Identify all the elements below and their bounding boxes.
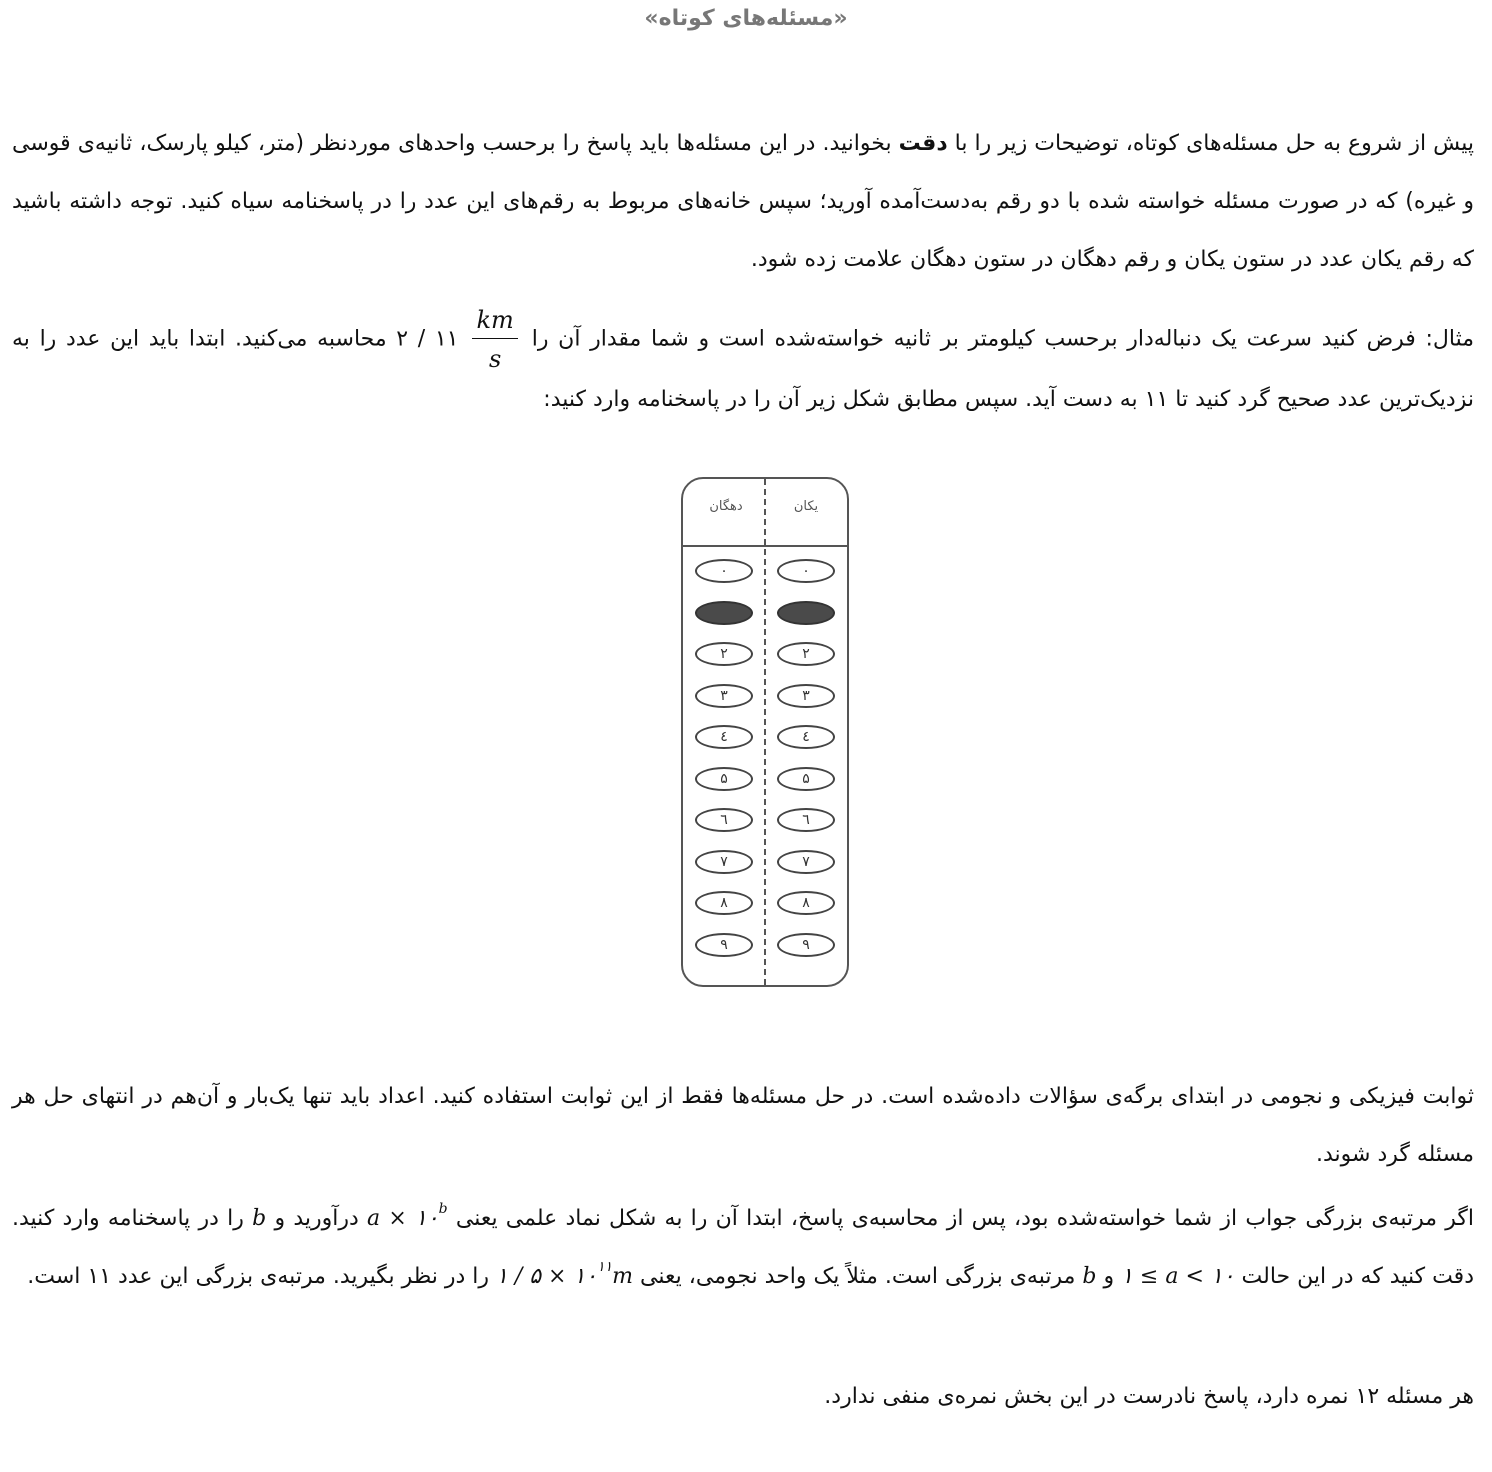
au-value-exponent: ۱۱: [597, 1259, 613, 1275]
bubble-tens-2: ۲: [695, 642, 753, 666]
oom-text-5: مرتبه‌ی بزرگی است. مثلاً یک واحد نجومی، یعنی: [640, 1264, 1076, 1289]
oom-text-2: درآورید و: [274, 1206, 359, 1231]
page-title: «مسئله‌های کوتاه»: [644, 6, 848, 31]
oom-text-4: و: [1103, 1264, 1115, 1289]
au-value-base: ۱ / ۵ × ۱۰: [496, 1264, 598, 1289]
bubble-ones-4: ٤: [777, 725, 835, 749]
au-value-math: [496, 1259, 634, 1289]
bubble-ones-9: ۹: [777, 933, 835, 957]
instructions-bold-word: دقت: [898, 131, 948, 156]
bubble-tens-6: ٦: [695, 808, 753, 832]
bubble-ones-7: ۷: [777, 850, 835, 874]
example-text-2: ۱۱ / ۲ محاسبه می‌کنید. ابتدا باید این عدد را به نزدیک‌ترین عدد صحیح گرد کنید تا ۱۱ به دست آید. سپس مطابق شکل زیر آن را در پاسخنامه وارد کنید:: [12, 326, 1474, 412]
fraction-denominator: s: [488, 345, 502, 373]
constants-paragraph: ثوابت فیزیکی و نجومی در ابتدای برگه‌ی سؤالات داده‌شده است. در حل مسئله‌ها فقط از این ثوابت استفاده کنید. اعداد باید تنها یک‌بار و آن‌هم در انتهای حل هر مسئله گرد شوند.: [12, 1084, 1474, 1167]
bubble-tens-3: ۳: [695, 684, 753, 708]
bubble-tens-8: ۸: [695, 891, 753, 915]
bubble-ones-1: [777, 601, 835, 625]
oom-text-6: را در نظر بگیرید. مرتبه‌ی بزرگی این عدد ۱۱ است.: [27, 1264, 490, 1289]
bubble-tens-1: [695, 601, 753, 625]
example-text-1: مثال: فرض کنید سرعت یک دنباله‌دار برحسب کیلومتر بر ثانیه خواسته‌شده است و شما مقدار آن را: [531, 326, 1474, 352]
exponent-symbol-2: b: [1082, 1264, 1097, 1289]
bubble-ones-2: ۲: [777, 642, 835, 666]
answer-sheet-figure: [681, 477, 849, 987]
oom-text-3: را در پاسخنامه وارد کنید. دقت کنید که در این حالت: [12, 1206, 1474, 1289]
bubble-tens-4: ٤: [695, 725, 753, 749]
bubble-ones-8: ۸: [777, 891, 835, 915]
instructions-text-2: بخوانید. در این مسئله‌ها باید پاسخ را برحسب واحدهای موردنظر (متر، کیلو پارسک، ثانیه‌ی قوسی و غیره) که در صورت مسئله خواسته شده با دو رقم به‌دست‌آمده آورید؛ سپس خانه‌های مربوط به رقم‌های این عدد را در پاسخنامه سیاه کنید. توجه داشته باشید که رقم یکان عدد در ستون یکان و رقم دهگان در ستون دهگان علامت زده شود.: [12, 131, 1474, 272]
sci-notation-base: a × ۱۰: [367, 1206, 439, 1231]
bubble-ones-5: ۵: [777, 767, 835, 791]
instructions-text-1: پیش از شروع به حل مسئله‌های کوتاه، توضیحات زیر را با: [947, 131, 1474, 156]
column-divider: [764, 479, 766, 985]
ones-column-label: یکان: [793, 499, 819, 514]
bubble-tens-5: ۵: [695, 767, 753, 791]
unit-fraction: [472, 308, 517, 371]
sci-notation-math: [367, 1201, 448, 1231]
bubble-tens-9: ۹: [695, 933, 753, 957]
instructions-paragraph: [12, 115, 1474, 289]
oom-text-1: اگر مرتبه‌ی بزرگی جواب از شما خواسته‌شده بود، پس از محاسبه‌ی پاسخ، ابتدا آن را به شکل نماد علمی یعنی: [455, 1206, 1474, 1231]
scoring-paragraph: هر مسئله ۱۲ نمره دارد، پاسخ نادرست در این بخش نمره‌ی منفی ندارد.: [824, 1384, 1474, 1409]
bubble-tens-0: ۰: [695, 559, 753, 583]
order-of-magnitude-paragraph: [12, 1190, 1474, 1306]
bubble-ones-6: ٦: [777, 808, 835, 832]
fraction-numerator: km: [472, 308, 517, 339]
bubble-ones-0: ۰: [777, 559, 835, 583]
bubble-ones-3: ۳: [777, 684, 835, 708]
exponent-symbol: b: [252, 1206, 267, 1231]
au-value-unit: m: [612, 1264, 634, 1289]
mantissa-range: ۱ ≤ a < ۱۰: [1121, 1264, 1235, 1289]
example-paragraph: [12, 308, 1474, 429]
sci-notation-exponent: b: [438, 1201, 448, 1217]
bubble-tens-7: ۷: [695, 850, 753, 874]
tens-column-label: دهگان: [709, 499, 743, 514]
